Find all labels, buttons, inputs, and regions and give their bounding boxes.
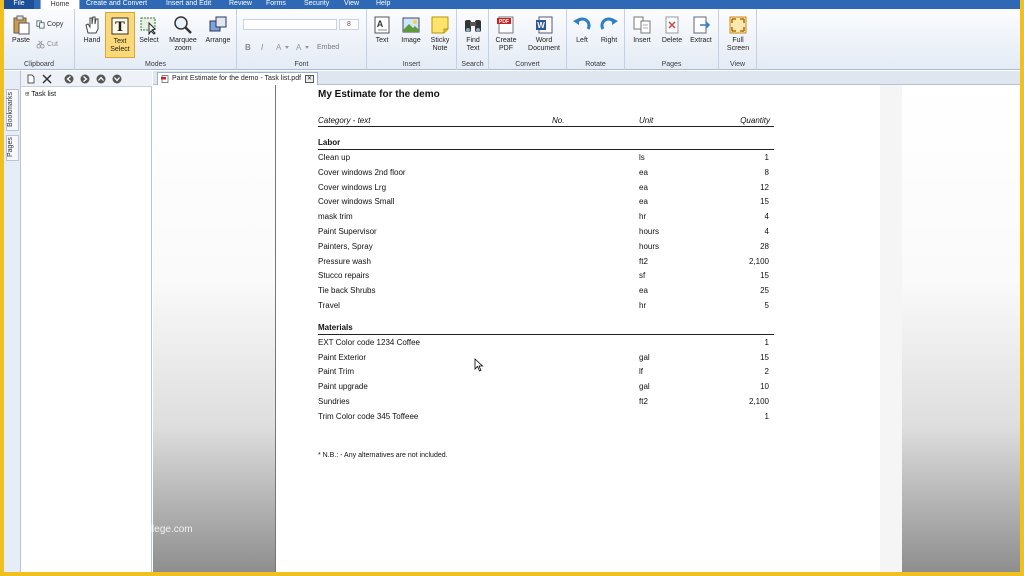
magnifier-icon xyxy=(173,15,193,35)
row-quantity: 8 xyxy=(764,167,769,177)
insert-image-button[interactable] xyxy=(396,12,426,58)
panel-side-tabs xyxy=(4,71,21,572)
svg-text:A: A xyxy=(296,43,302,52)
sticky-note-button[interactable] xyxy=(425,12,455,58)
marquee-zoom-button[interactable] xyxy=(166,12,200,58)
svg-text:PDF: PDF xyxy=(499,19,509,25)
row-item: Sundries xyxy=(318,397,350,406)
pdf-icon xyxy=(496,15,516,35)
close-tab-icon[interactable]: ✕ xyxy=(307,76,313,82)
arrow-down-icon[interactable] xyxy=(112,74,122,84)
full-screen-icon xyxy=(728,15,748,35)
select-label: Select xyxy=(139,37,159,44)
find-label-1: Find xyxy=(466,37,480,44)
tab-forms[interactable]: Forms xyxy=(266,0,286,7)
section-rule xyxy=(318,334,774,335)
row-quantity: 12 xyxy=(760,182,769,192)
document-area xyxy=(153,71,1020,572)
row-item: Cover windows Lrg xyxy=(318,182,387,192)
row-unit: gal xyxy=(639,352,650,362)
tab-home[interactable]: Home xyxy=(40,0,80,9)
app-window xyxy=(4,0,1020,572)
convert-group xyxy=(489,9,567,70)
font-color-icon xyxy=(275,42,291,52)
row-unit: ea xyxy=(639,167,648,177)
arrow-right-icon[interactable] xyxy=(80,74,90,84)
row-quantity: 28 xyxy=(760,241,769,251)
row-item: Trim Color code 345 Toffeee xyxy=(318,411,419,421)
full-screen-label-2: Screen xyxy=(726,45,750,52)
copy-button[interactable] xyxy=(36,19,63,30)
marquee-label-1: Marquee xyxy=(169,37,197,44)
insert-image-label: Image xyxy=(401,37,421,44)
row-unit: ea xyxy=(639,286,648,296)
pages-group xyxy=(625,9,719,70)
bookmark-tree-label: Task list xyxy=(31,91,57,98)
row-unit: hours xyxy=(639,227,660,236)
find-label-2: Text xyxy=(466,45,480,52)
document-tab[interactable] xyxy=(157,72,318,85)
row-quantity: 15 xyxy=(760,197,769,207)
vertical-scrollbar[interactable] xyxy=(880,85,902,572)
insert-text-label: Text xyxy=(375,37,389,44)
tab-review[interactable]: Review xyxy=(229,0,252,7)
create-pdf-label-2: PDF xyxy=(499,45,513,52)
row-item: Tie back Shrubs xyxy=(318,286,376,296)
row-item: EXT Color code 1234 Coffee xyxy=(318,337,420,347)
row-quantity: 1 xyxy=(764,411,769,421)
insert-text-button[interactable] xyxy=(367,12,397,58)
insert-text-icon xyxy=(372,15,392,35)
header-quantity: Quantity xyxy=(740,116,770,125)
modes-group-label: Modes xyxy=(144,61,166,68)
binoculars-icon xyxy=(463,15,483,35)
document-tab-label: Paint Estimate for the demo - Task list.pdf xyxy=(172,75,302,82)
navigation-panel xyxy=(4,71,152,572)
select-icon xyxy=(139,15,159,35)
convert-group-label: Convert xyxy=(515,61,540,68)
font-size-select[interactable] xyxy=(339,19,359,30)
copy-icon xyxy=(36,20,45,29)
watermark-text: www.heritagechristiancollege.com xyxy=(42,524,193,535)
sticky-note-icon xyxy=(430,15,450,35)
find-text-button[interactable] xyxy=(458,12,488,58)
tab-help[interactable]: Help xyxy=(376,0,391,7)
tab-insert-and-edit[interactable]: Insert and Edit xyxy=(166,0,212,7)
arrow-up-icon[interactable] xyxy=(96,74,106,84)
rotate-group xyxy=(567,9,625,70)
embed-button[interactable]: Embed xyxy=(317,44,340,51)
insert-group xyxy=(367,9,457,70)
hand-icon xyxy=(82,15,102,35)
extract-pages-icon xyxy=(691,15,711,35)
delete-bookmark-icon[interactable] xyxy=(42,74,52,84)
text-select-button[interactable] xyxy=(105,12,135,58)
row-item: Paint upgrade xyxy=(318,382,368,392)
row-unit: ea xyxy=(639,182,648,192)
word-document-button[interactable] xyxy=(525,12,563,58)
section-heading: Labor xyxy=(318,138,341,147)
row-quantity: 15 xyxy=(760,271,769,281)
delete-page-button[interactable] xyxy=(657,12,687,58)
row-unit: hr xyxy=(639,212,647,222)
row-quantity: 4 xyxy=(764,212,769,222)
row-item: Cover windows 2nd floor xyxy=(318,167,406,177)
pdf-file-icon xyxy=(161,75,169,83)
search-group xyxy=(457,9,489,70)
row-unit: sf xyxy=(639,271,646,281)
arrange-label: Arrange xyxy=(205,37,231,44)
scissors-icon xyxy=(36,40,45,49)
document-title: My Estimate for the demo xyxy=(318,89,440,100)
insert-page-button[interactable] xyxy=(627,12,657,58)
document-tab-strip xyxy=(153,71,1020,85)
row-unit: lf xyxy=(639,367,643,377)
copy-label: Copy xyxy=(47,21,64,28)
word-label-1: Word xyxy=(535,37,553,44)
row-item: mask trim xyxy=(318,212,353,222)
rotate-right-icon xyxy=(599,15,619,35)
section-heading: Materials xyxy=(318,322,353,332)
pages-group-label: Pages xyxy=(661,61,682,68)
cut-button[interactable] xyxy=(36,39,58,50)
word-icon xyxy=(534,15,554,35)
hand-label: Hand xyxy=(83,37,101,44)
rotate-right-label: Right xyxy=(600,37,618,44)
tab-security[interactable]: Security xyxy=(304,0,330,7)
row-item: Pressure wash xyxy=(318,256,371,266)
marquee-label-2: zoom xyxy=(174,45,192,52)
cut-label: Cut xyxy=(47,41,58,48)
create-pdf-button[interactable] xyxy=(491,12,521,58)
image-icon xyxy=(401,15,421,35)
search-group-label: Search xyxy=(461,61,484,68)
rotate-left-label: Left xyxy=(576,37,588,44)
paste-button[interactable] xyxy=(6,12,36,58)
italic-button[interactable]: I xyxy=(261,43,264,52)
extract-pages-button[interactable] xyxy=(686,12,716,58)
delete-page-label: Delete xyxy=(661,37,683,44)
tab-view[interactable]: View xyxy=(344,0,360,7)
sticky-label-2: Note xyxy=(432,45,448,52)
tab-file[interactable]: File xyxy=(4,0,34,9)
page-background-right xyxy=(902,85,1020,572)
tab-bookmarks[interactable]: Bookmarks xyxy=(6,89,19,131)
full-screen-label-1: Full xyxy=(732,37,744,44)
view-group-label: View xyxy=(729,61,746,68)
row-quantity: 25 xyxy=(760,286,769,296)
footnote: * N.B.: - Any alternatives are not included. xyxy=(318,452,448,459)
row-item: Paint Exterior xyxy=(318,352,367,362)
arrange-button[interactable] xyxy=(202,12,234,58)
header-unit: Unit xyxy=(639,116,654,125)
rotate-group-label: Rotate xyxy=(585,61,606,68)
row-quantity: 2 xyxy=(764,367,769,377)
svg-text:W: W xyxy=(537,21,545,30)
highlight-button[interactable] xyxy=(295,42,311,55)
row-quantity: 2,100 xyxy=(748,256,769,266)
section-rule xyxy=(318,149,774,150)
row-item: Paint Supervisor xyxy=(318,227,377,236)
page-background-left xyxy=(153,85,275,572)
ribbon xyxy=(4,9,1020,70)
highlight-icon xyxy=(295,42,311,52)
insert-group-label: Insert xyxy=(402,61,421,68)
row-item: Clean up xyxy=(318,153,351,162)
font-group xyxy=(237,9,367,70)
paste-icon xyxy=(11,15,31,35)
word-label-2: Document xyxy=(528,45,560,52)
insert-page-icon xyxy=(632,15,652,35)
row-quantity: 2,100 xyxy=(748,397,769,406)
bold-button[interactable]: B xyxy=(245,43,251,52)
row-item: Stucco repairs xyxy=(318,271,370,281)
text-cursor-icon xyxy=(110,16,130,36)
delete-page-icon xyxy=(662,15,682,35)
row-unit: ls xyxy=(639,153,645,162)
header-category: Category - text xyxy=(318,116,371,125)
row-item: Paint Trim xyxy=(318,367,355,377)
arrow-left-icon[interactable] xyxy=(64,74,74,84)
paste-label: Paste xyxy=(12,37,30,44)
font-size-value: 8 xyxy=(347,21,351,28)
view-group xyxy=(719,9,757,70)
text-select-label-1: Text xyxy=(113,38,127,45)
insert-page-label: Insert xyxy=(633,37,651,44)
panel-toolbar xyxy=(21,71,152,87)
row-item: Travel xyxy=(318,301,340,310)
font-family-select[interactable] xyxy=(243,19,337,30)
rotate-right-button[interactable] xyxy=(594,12,624,58)
row-quantity: 10 xyxy=(760,382,769,392)
extract-pages-label: Extract xyxy=(690,37,712,44)
create-pdf-label-1: Create xyxy=(495,37,517,44)
row-quantity: 5 xyxy=(764,301,769,310)
select-button[interactable] xyxy=(134,12,164,58)
text-select-label-2: Select xyxy=(110,46,130,53)
ribbon-tab-bar xyxy=(4,0,1020,9)
pdf-page xyxy=(275,85,902,572)
svg-text:A: A xyxy=(376,19,384,29)
tab-create-and-convert[interactable]: Create and Convert xyxy=(86,0,148,7)
modes-group xyxy=(75,9,237,70)
row-item: Painters, Spray xyxy=(318,241,373,251)
new-bookmark-icon[interactable] xyxy=(26,74,36,84)
row-item: Cover windows Small xyxy=(318,197,395,207)
row-unit: ea xyxy=(639,197,648,207)
rotate-left-icon xyxy=(572,15,592,35)
row-unit: ft2 xyxy=(639,256,648,266)
clipboard-group-label: Clipboard xyxy=(24,61,54,68)
header-no: No. xyxy=(552,116,565,125)
row-quantity: 4 xyxy=(764,227,769,236)
row-unit: hr xyxy=(639,301,647,310)
clipboard-group xyxy=(4,9,75,70)
tab-pages[interactable]: Pages xyxy=(6,135,19,161)
row-quantity: 15 xyxy=(760,352,769,362)
arrange-icon xyxy=(208,15,228,35)
sticky-label-1: Sticky xyxy=(430,37,450,44)
rotate-left-button[interactable] xyxy=(567,12,597,58)
row-unit: hours xyxy=(639,241,660,251)
row-quantity: 1 xyxy=(764,337,769,347)
expand-icon[interactable]: ⊞ xyxy=(25,90,30,98)
hand-button[interactable] xyxy=(77,12,107,58)
full-screen-button[interactable] xyxy=(723,12,753,58)
mouse-pointer-icon xyxy=(474,358,484,372)
header-rule xyxy=(318,126,774,127)
svg-text:T: T xyxy=(115,20,125,35)
row-unit: gal xyxy=(639,382,650,392)
row-quantity: 1 xyxy=(764,153,769,162)
svg-text:A: A xyxy=(276,43,282,52)
bookmark-tree-item[interactable] xyxy=(25,90,56,98)
font-group-label: Font xyxy=(294,61,309,68)
font-color-button[interactable] xyxy=(275,42,291,55)
row-unit: ft2 xyxy=(639,397,648,406)
